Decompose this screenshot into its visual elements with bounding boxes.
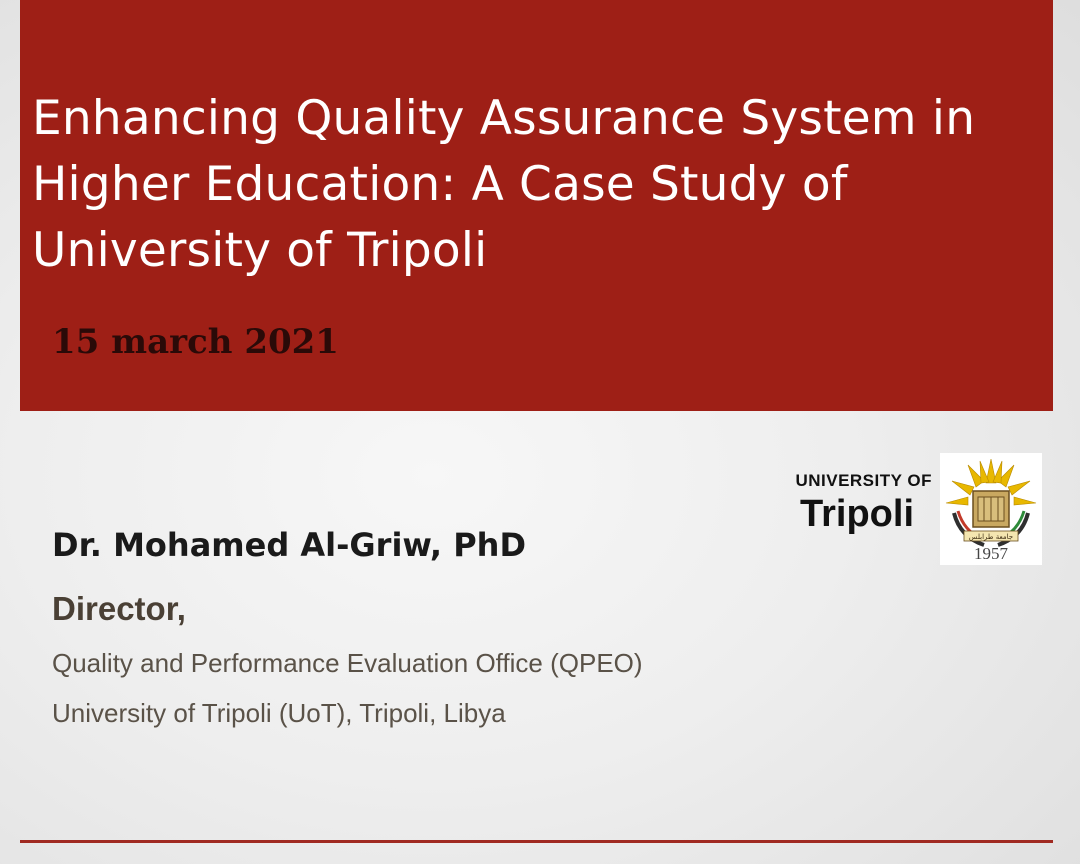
emblem-year: 1957 (974, 544, 1008, 563)
university-emblem-icon (940, 453, 1042, 565)
slide-title: Enhancing Quality Assurance System in Higher Education: A Case Study of University of Tripoli (32, 91, 976, 278)
affiliation-university: University of Tripoli (UoT), Tripoli, Libya (52, 698, 506, 728)
logo-line-tripoli: Tripoli (800, 493, 914, 535)
affiliation-office: Quality and Performance Evaluation Office (QPEO) (52, 648, 643, 678)
presenter-role: Director, (52, 590, 186, 627)
slide-date: 15 march 2021 (52, 322, 339, 362)
presenter-name: Dr. Mohamed Al-Griw, PhD (52, 526, 527, 564)
bottom-divider (20, 840, 1053, 843)
university-logo-text (760, 471, 932, 536)
logo-line-university-of: UNIVERSITY OF (795, 471, 932, 490)
svg-text:جامعة طرابلس: جامعة طرابلس (968, 533, 1014, 541)
